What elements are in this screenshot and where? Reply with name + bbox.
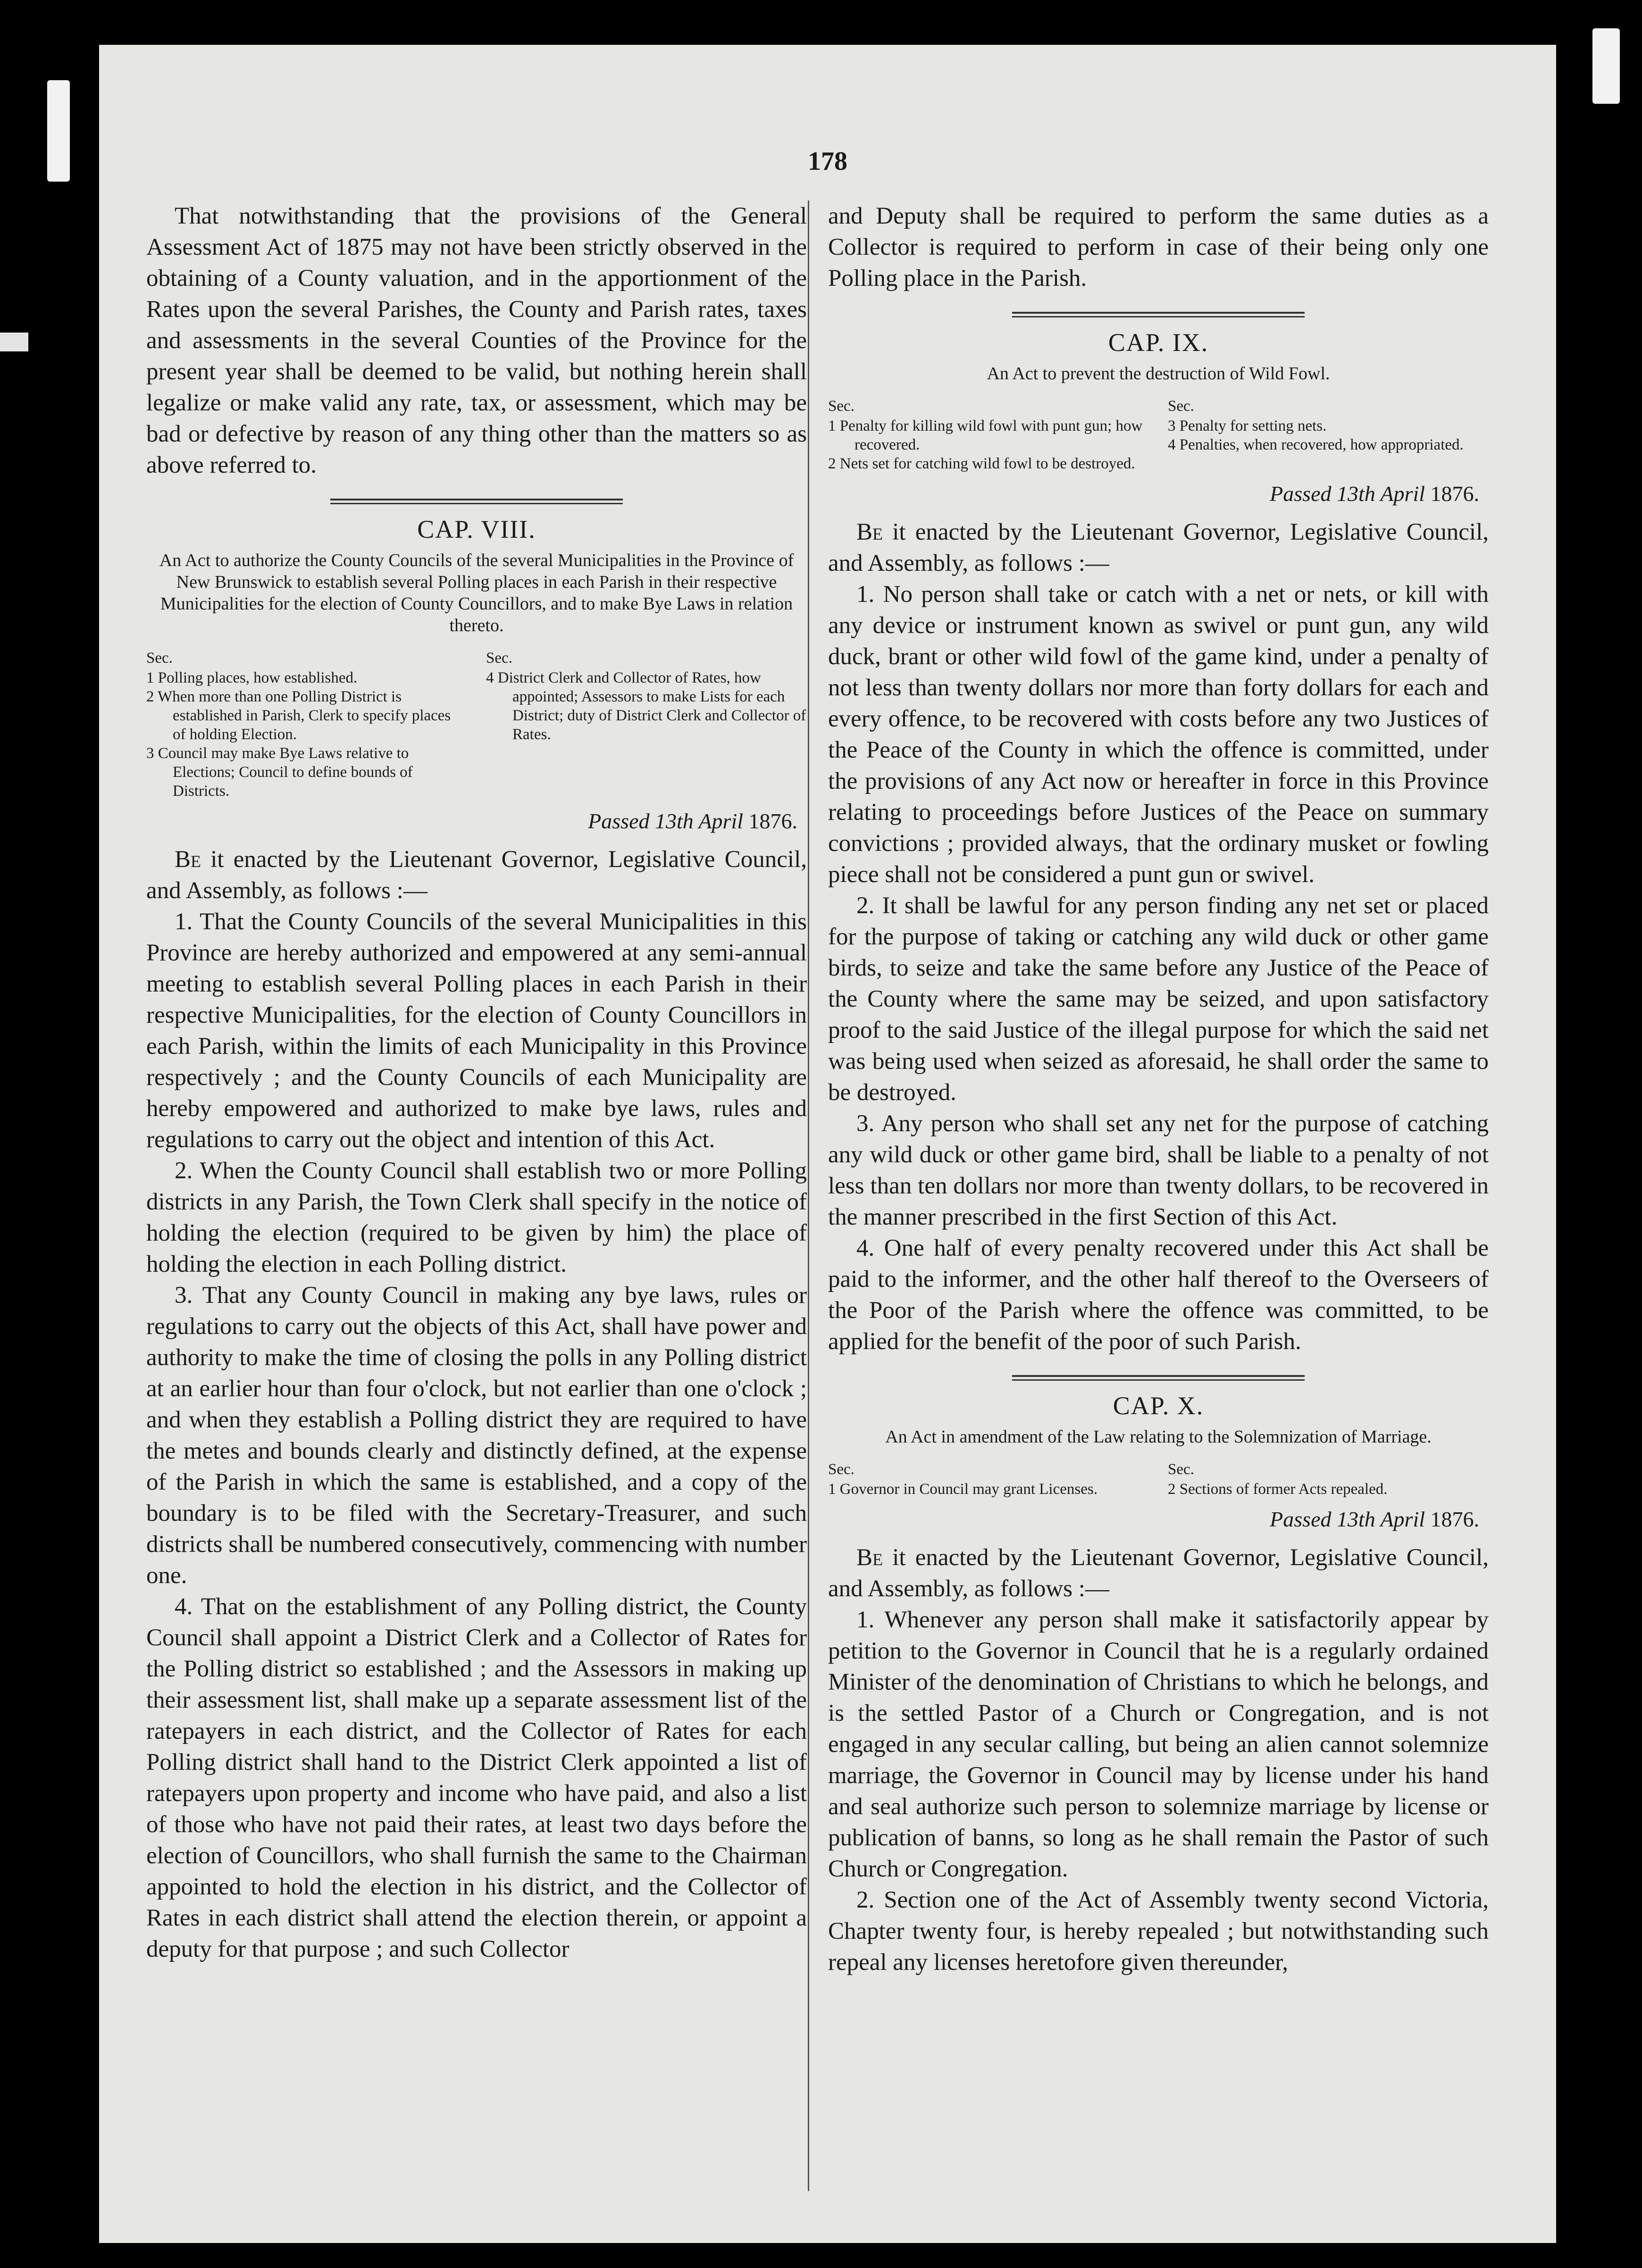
section-rule [1012, 1375, 1305, 1381]
enacting-initial: Be [856, 1544, 883, 1571]
enacting-text: it enacted by the Lieutenant Governor, Legislative Council, and Assembly, as follows :— [828, 1544, 1489, 1602]
section-paragraph: 2. Section one of the Act of Assembly twenty second Victoria, Chapter twenty four, is hereby repealed ; but notwithstanding such repeal any licenses heretofore given thereunder, [828, 1887, 1489, 1976]
section-index-item: 4 Penalties, when recovered, how appropriated. [1168, 436, 1464, 453]
sec-label: Sec. [828, 398, 855, 415]
continuation-paragraph: and Deputy shall be required to perform the same duties as a Collector is required to perform in case of their being only one Polling place in the Parish. [828, 203, 1489, 292]
cap-10-passed-date [828, 1505, 1479, 1534]
enacting-initial: Be [175, 846, 201, 873]
column-divider [808, 200, 809, 2191]
cap-10-section-index [828, 1460, 1489, 1499]
section-index-right [1168, 1460, 1489, 1499]
section-index-item: 1 Polling places, how established. [146, 669, 358, 686]
intro-paragraph: That notwithstanding that the provisions of the General Assessment Act of 1875 may not have been strictly observed in the obtaining of a County valuation, and in the apportionment of the Rates upon the several Parishes, the County and Parish rates, taxes and assessments in the several Counties of the Province for the present year shall be deemed to be valid, but nothing herein shall legalize or make valid any rate, tax, or assessment, which may be bad or defective by reason of any thing other than the matters so as above referred to. [146, 203, 807, 478]
section-index-left [146, 649, 467, 800]
cap-10-description: An Act in amendment of the Law relating to the Solemnization of Marriage. [885, 1427, 1432, 1447]
section-rule [1012, 312, 1305, 317]
section-paragraph: 2. When the County Council shall establish two or more Polling districts in any Parish, the Town Clerk shall specify in the notice of holding the election (required to be given by him) the place of holding the election in each Polling district. [146, 1158, 807, 1277]
section-paragraph: 3. That any County Council in making any bye laws, rules or regulations to carry out the objects of this Act, shall have power and authority to make the time of closing the polls in any Polling district at an earlier hour than four o'clock, but not earlier than one o'clock ; and when they establish a Polling district they are required to have the metes and bounds clearly and distinctly defined, at the expense of the Parish in which the same is established, and a copy of the boundary is to be filed with the Secretary-Treasurer, and such districts shall be numbered consecutively, commencing with number one. [146, 1282, 807, 1589]
sec-label: Sec. [486, 650, 512, 667]
section-paragraph: 1. No person shall take or catch with a net or nets, or kill with any device or instrument known as swivel or punt gun, any wild duck, brant or other wild fowl of the game kind, under a penalty of not less than twenty dollars nor more than forty dollars for each and every offence, to be recovered with costs before any two Justices of the Peace of the County in which the offence is committed, under the provisions of any Act now or hereafter in force in this Province relating to proceedings before Justices of the Peace on summary convictions ; provided always, that the ordinary musket or fowling piece shall not be considered a punt gun or swivel. [828, 581, 1489, 888]
left-column [146, 200, 807, 1965]
passed-label: Passed 13th April [1270, 1507, 1425, 1531]
sec-label: Sec. [828, 1461, 855, 1478]
section-index-item: 2 Nets set for catching wild fowl to be destroyed. [828, 455, 1135, 472]
section-rule [330, 499, 623, 504]
section-index-item: 4 District Clerk and Collector of Rates, how appointed; Assessors to make Lists for each District; duty of District Clerk and Collector of Rates. [486, 669, 806, 743]
page-number: 178 [808, 147, 847, 176]
cap-9-section-index [828, 397, 1489, 473]
section-paragraph: 4. That on the establishment of any Polling district, the County Council shall appoint a District Clerk and a Collector of Rates for the Polling district so established ; and the Assessors in making up their assessment list, shall make up a separate assessment list of the ratepayers in each district, and the Collector of Rates for each Polling district shall hand to the District Clerk appointed a list of ratepayers upon property and income who have paid, and also a list of those who have not paid their rates, at least two days before the election of Councillors, who shall furnish the same to the Chairman appointed to hold the election in his district, and the Collector of Rates in each district shall attend the election therein, or appoint a deputy for that purpose ; and such Collector [146, 1593, 807, 1962]
section-index-item: 3 Penalty for setting nets. [1168, 417, 1327, 434]
section-index-item: 2 When more than one Polling District is established in Parish, Clerk to specify places of holding Election. [146, 688, 451, 743]
sec-label: Sec. [146, 650, 173, 667]
passed-year: 1876. [1430, 1507, 1479, 1531]
enacting-text: it enacted by the Lieutenant Governor, Legislative Council, and Assembly, as follows :— [146, 846, 807, 904]
scan-edge-tab-right [1592, 28, 1620, 104]
enacting-clause [828, 1542, 1489, 1604]
cap-8-section-index [146, 649, 807, 800]
section-index-left [828, 397, 1149, 473]
passed-year: 1876. [1430, 482, 1479, 506]
section-paragraph: 3. Any person who shall set any net for the purpose of catching any wild duck or other game bird, shall be liable to a penalty of not less than ten dollars nor more than twenty dollars, to be recovered in the manner prescribed in the first Section of this Act. [828, 1110, 1489, 1230]
section-index-item: 2 Sections of former Acts repealed. [1168, 1481, 1388, 1498]
passed-label: Passed 13th April [1270, 482, 1425, 506]
section-index-right [486, 649, 807, 800]
passed-year: 1876. [748, 809, 797, 833]
section-paragraph: 1. Whenever any person shall make it satisfactorily appear by petition to the Governor in Council that he is a regularly ordained Minister of the denomination of Christians to which he belongs, and is the settled Pastor of a Church or Congregation, and is not engaged in any secular calling, but being an alien cannot solemnize marriage, the Governor in Council may by license under his hand and seal authorize such person to solemnize marriage by license or publication of banns, so long as he shall remain the Pastor of such Church or Congregation. [828, 1607, 1489, 1882]
enacting-clause [828, 517, 1489, 579]
cap-9-description: An Act to prevent the destruction of Wild Fowl. [987, 364, 1330, 384]
enacting-initial: Be [856, 519, 883, 545]
section-paragraph: 2. It shall be lawful for any person finding any net set or placed for the purpose of taking or catching any wild duck or other game birds, to seize and take the same before any Justice of the Peace of the County where the same may be seized, and upon satisfactory proof to the said Justice of the illegal purpose for which the said net was being used when seized as aforesaid, he shall order the same to be destroyed. [828, 892, 1489, 1106]
section-index-item: 1 Governor in Council may grant Licenses. [828, 1481, 1097, 1498]
cap-9-title: CAP. IX. [1108, 328, 1209, 357]
enacting-text: it enacted by the Lieutenant Governor, Legislative Council, and Assembly, as follows :— [828, 519, 1489, 576]
sec-label: Sec. [1168, 1461, 1194, 1478]
cap-8-description: An Act to authorize the County Councils of the several Municipalities in the Province of New Brunswick to establish several Polling places in each Parish in their respective Municipalities for the election of County Councillors, and to make Bye Laws in relation thereto. [159, 550, 794, 635]
document-page [99, 45, 1556, 2243]
section-index-left [828, 1460, 1149, 1499]
cap-9-passed-date [828, 480, 1479, 508]
cap-8-title: CAP. VIII. [417, 515, 536, 543]
scan-edge-mark [0, 333, 28, 351]
section-paragraph: 4. One half of every penalty recovered under this Act shall be paid to the informer, and the other half thereof to the Overseers of the Poor of the Parish where the offence was committed, to be applied for the benefit of the poor of such Parish. [828, 1235, 1489, 1355]
cap-10-title: CAP. X. [1113, 1392, 1204, 1420]
section-index-right [1168, 397, 1489, 473]
right-column [828, 200, 1489, 1978]
enacting-clause [146, 844, 807, 906]
cap-8-passed-date [146, 807, 797, 835]
passed-label: Passed 13th April [588, 809, 743, 833]
sec-label: Sec. [1168, 398, 1194, 415]
section-paragraph: 1. That the County Councils of the several Municipalities in this Province are hereby authorized and empowered at any semi-annual meeting to establish several Polling places in each Parish in their respective Municipalities, for the election of County Councillors in each Parish, within the limits of each Municipality in this Province respectively ; and the County Councils of each Municipality are hereby empowered and authorized to make bye laws, rules and regulations to carry out the object and intention of this Act. [146, 909, 807, 1153]
scan-edge-tab-left [47, 80, 70, 182]
section-index-item: 3 Council may make Bye Laws relative to Elections; Council to define bounds of Districts. [146, 745, 413, 800]
section-index-item: 1 Penalty for killing wild fowl with punt gun; how recovered. [828, 417, 1143, 453]
